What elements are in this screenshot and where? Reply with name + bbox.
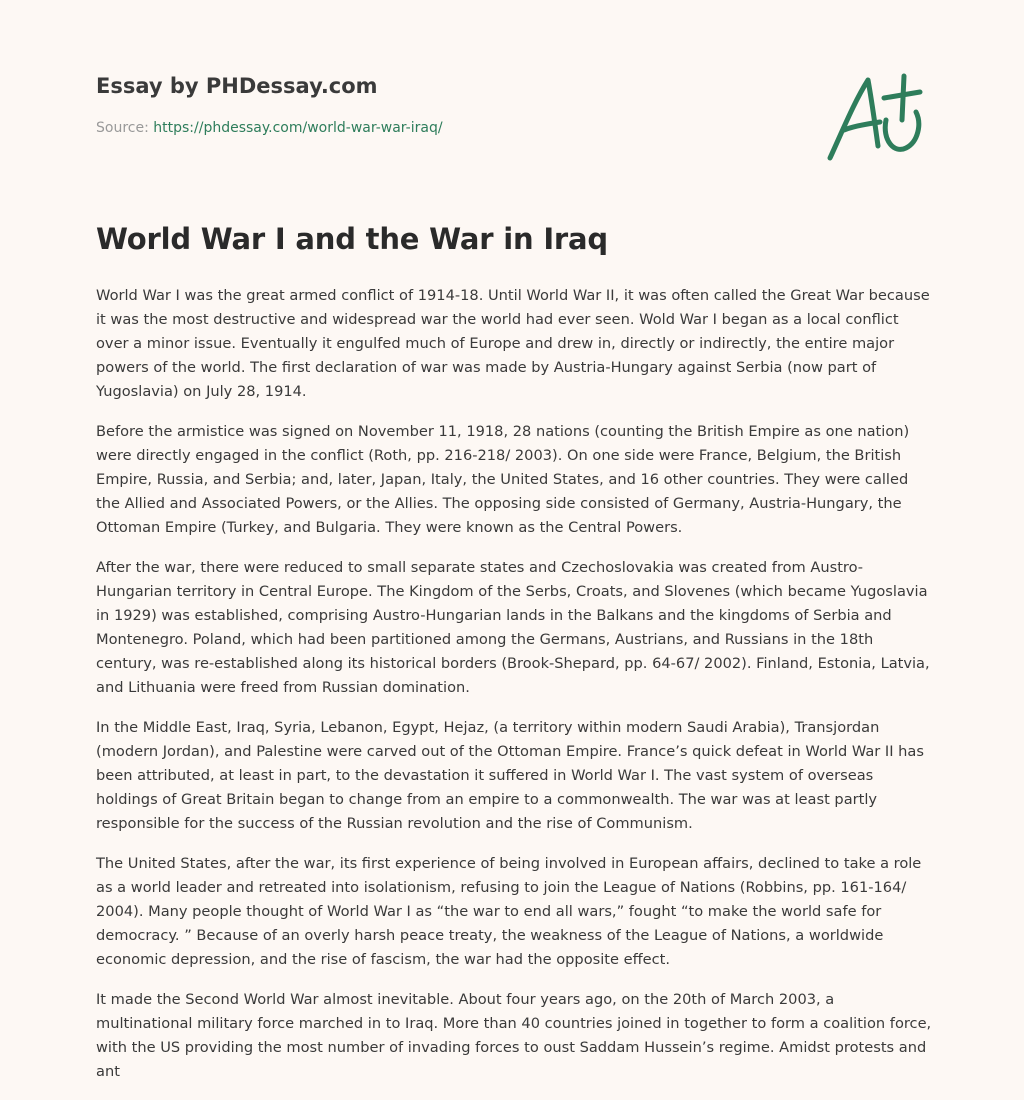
essay-paragraph: Before the armistice was signed on November 11, 1918, 28 nations (counting the British Empire as one nation) were directly engaged in the conflict (Roth, pp. 216-218/ 2003). On one side were France, Belgium, the British Empire, Russia, and Serbia; and, later, Japan, Italy, the United States, and 16 other countries. They were called the Allied and Associated Powers, or the Allies. The opposing side consisted of Germany, Austria-Hungary, the Ottoman Empire (Turkey, and Bulgaria. They were known as the Central Powers. [96,423,910,536]
source-line [96,120,928,136]
page-header [96,74,928,136]
essay-body [96,284,932,1100]
source-label: Source: [96,120,149,136]
essay-paragraph: In the Middle East, Iraq, Syria, Lebanon, Egypt, Hejaz, (a territory within modern Saudi Arabia), Transjordan (modern Jordan), and Palestine were carved out of the Ottoman Empire. France’s quick defeat in World War II has been attributed, at least in part, to the devastation it suffered in World War I. The vast system of overseas holdings of Great Britain began to change from an empire to a commonwealth. The war was at least partly responsible for the success of the Russian revolution and the rise of Communism. [96,719,924,832]
essay-paragraph: It made the Second World War almost inevitable. About four years ago, on the 20th of March 2003, a multinational military force marched in to Iraq. More than 40 countries joined in together to form a coalition force, with the US providing the most number of invading forces to oust Saddam Hussein’s regime. Amidst protests and ant [96,991,932,1080]
essay-paragraph: After the war, there were reduced to small separate states and Czechoslovakia was created from Austro-Hungarian territory in Central Europe. The Kingdom of the Serbs, Croats, and Slovenes (which became Yugoslavia in 1929) was established, comprising Austro-Hungarian lands in the Balkans and the kingdoms of Serbia and Montenegro. Poland, which had been partitioned among the Germans, Austrians, and Russians in the 18th century, was re-established along its historical borders (Brook-Shepard, pp. 64-67/ 2002). Finland, Estonia, Latvia, and Lithuania were freed from Russian domination. [96,559,930,696]
essay-paragraph: The United States, after the war, its first experience of being involved in European affairs, declined to take a role as a world leader and retreated into isolationism, refusing to join the League of Nations (Robbins, pp. 161-164/ 2004). Many people thought of World War I as “the war to end all wars,” fought “to make the world safe for democracy. ” Because of an overly harsh peace treaty, the weakness of the League of Nations, a worldwide economic depression, and the rise of fascism, the war had the opposite effect. [96,855,922,968]
source-link[interactable]: https://phdessay.com/world-war-war-iraq/ [153,120,443,136]
brand-title: Essay by PHDessay.com [96,74,378,98]
essay-paragraph: World War I was the great armed conflict of 1914-18. Until World War II, it was often called the Great War because it was the most destructive and widespread war the world had ever seen. Wold War I began as a local conflict over a minor issue. Eventually it engulfed much of Europe and drew in, directly or indirectly, the entire major powers of the world. The first declaration of war was made by Austria-Hungary against Serbia (now part of Yugoslavia) on July 28, 1914. [96,287,930,400]
essay-title: World War I and the War in Iraq [96,222,608,256]
a-plus-grade-logo-icon [820,62,930,172]
